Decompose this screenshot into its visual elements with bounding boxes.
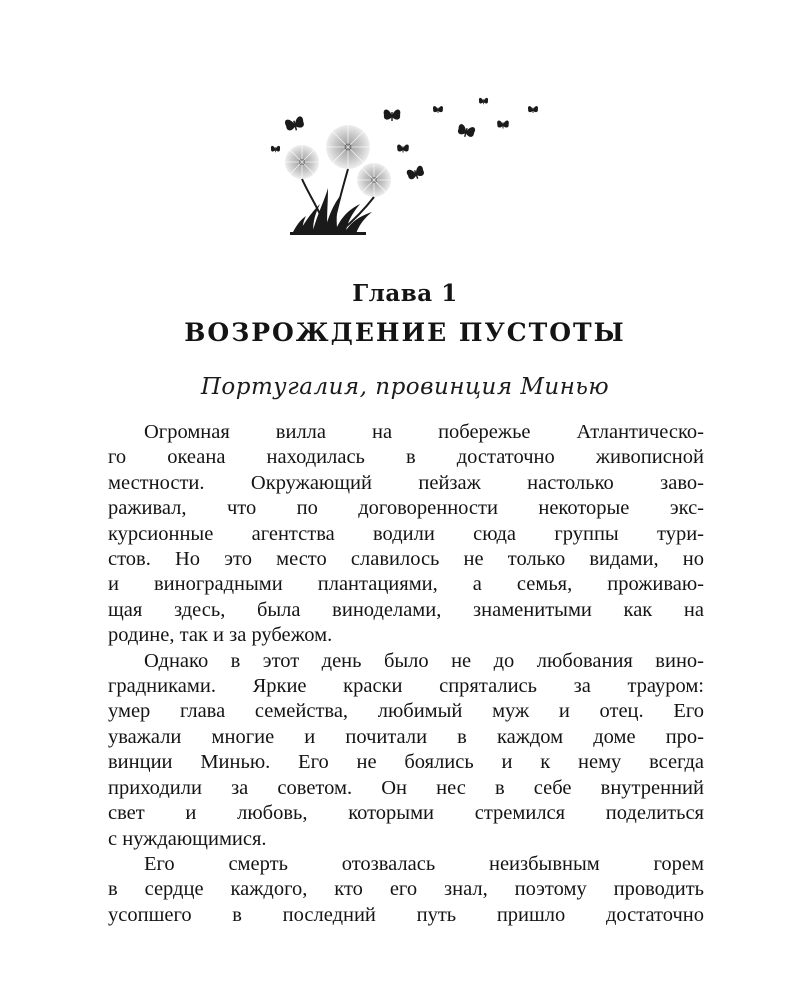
paragraph <box>108 852 704 928</box>
text-line: винции Минью. Его не боялись и к нему всегда <box>108 751 704 774</box>
chapter-number: Глава 1 <box>352 280 458 307</box>
text-line: Его смерть отозвалась неизбывным горем <box>144 852 704 875</box>
text-line: с нуждающимися. <box>108 827 267 850</box>
text-line: родине, так и за рубежом. <box>108 624 333 647</box>
text-line: умер глава семейства, любимый муж и отец. Его <box>108 700 704 723</box>
body-text <box>108 420 704 928</box>
text-line: и виноградными плантациями, а семья, проживаю- <box>108 573 704 596</box>
text-line: в сердце каждого, кто его знал, поэтому проводить <box>108 878 704 901</box>
text-line: уважали многие и почитали в каждом доме про- <box>108 725 704 748</box>
text-line: Огромная вилла на побережье Атлантическо- <box>144 421 704 443</box>
text-line: местности. Окружающий пейзаж настолько заво- <box>108 471 704 494</box>
paragraph <box>108 420 704 649</box>
text-line: стов. Но это место славилось не только видами, но <box>108 548 704 571</box>
text-line: го океана находилась в достаточно живописной <box>108 446 704 469</box>
text-line: курсионные агентства водили сюда группы тури- <box>108 522 704 545</box>
text-line: Однако в этот день было не до любования вино- <box>144 649 704 672</box>
text-line: градниками. Яркие краски спрятались за трауром: <box>108 675 704 698</box>
text-line: щая здесь, была виноделами, знаменитыми как на <box>108 598 704 621</box>
text-line: раживал, что по договоренности некоторые экс- <box>108 497 704 520</box>
dandelion-butterflies-icon <box>268 92 558 242</box>
chapter-title: ВОЗРОЖДЕНИЕ ПУСТОТЫ <box>184 318 626 347</box>
text-line: свет и любовь, которыми стремился поделиться <box>108 802 704 825</box>
text-line: приходили за советом. Он нес в себе внутренний <box>108 776 704 799</box>
location-subtitle: Португалия, провинция Минью <box>200 374 610 400</box>
text-line: усопшего в последний путь пришло достаточно <box>108 903 704 926</box>
paragraph <box>108 649 704 852</box>
